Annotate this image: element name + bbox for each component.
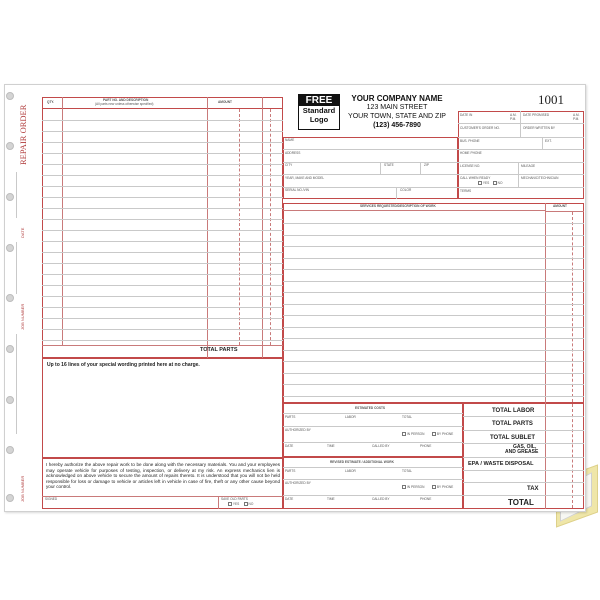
estimated-in-person bbox=[402, 432, 424, 436]
save-parts-no-checkbox[interactable] bbox=[244, 502, 248, 506]
totals-col-divider bbox=[545, 403, 546, 509]
service-row-line bbox=[283, 223, 584, 224]
customer-name-label: NAME bbox=[285, 138, 295, 142]
parts-header bbox=[42, 97, 283, 109]
customer-order-label: CUSTOMER'S ORDER NO. bbox=[460, 126, 500, 130]
totals-cents-divider bbox=[572, 404, 573, 508]
company-street: 123 MAIN STREET bbox=[366, 104, 428, 111]
estimated-called-by-label: CALLED BY bbox=[372, 444, 390, 448]
customer-zip-label: ZIP bbox=[424, 163, 429, 167]
order-row-line bbox=[458, 162, 584, 163]
revised-labor-label: LABOR bbox=[345, 469, 356, 473]
estimated-phone-label: PHONE bbox=[420, 444, 432, 448]
punch-hole bbox=[6, 92, 14, 100]
customer-row-line bbox=[283, 149, 458, 150]
revised-date-label: DATE bbox=[285, 497, 294, 501]
ext-label: EXT. bbox=[545, 139, 552, 143]
total-labor-label: TOTAL LABOR bbox=[492, 408, 535, 414]
order-written-label: ORDER WRITTEN BY bbox=[523, 126, 556, 130]
parts-col-qty: QTY. bbox=[47, 100, 55, 104]
revised-total-label: TOTAL bbox=[402, 469, 412, 473]
revised-authorized-label: AUTHORIZED BY bbox=[285, 481, 311, 485]
parts-row-line bbox=[42, 241, 283, 242]
mileage-label: MILEAGE bbox=[521, 164, 536, 168]
parts-row-line bbox=[42, 296, 283, 297]
customer-col-line bbox=[420, 162, 421, 174]
service-row-line bbox=[283, 350, 584, 351]
service-row-line bbox=[283, 327, 584, 328]
call-yes-checkbox[interactable] bbox=[478, 181, 482, 185]
parts-cents-divider bbox=[270, 109, 271, 345]
order-row-line bbox=[458, 149, 584, 150]
signed-label: SIGNED bbox=[45, 497, 58, 501]
special-wording-box bbox=[42, 358, 283, 458]
parts-row-line bbox=[42, 175, 283, 176]
parts-row-line bbox=[42, 142, 283, 143]
signed-box-divider bbox=[218, 496, 219, 509]
tax-label: TAX bbox=[527, 486, 539, 492]
company-phone: (123) 456-7890 bbox=[373, 122, 421, 129]
license-label: LICENSE NO. bbox=[460, 164, 481, 168]
totals-row-line bbox=[463, 495, 584, 496]
estimated-authorized-label: AUTHORIZED BY bbox=[285, 428, 311, 432]
estimated-in-person-label: IN PERSON bbox=[406, 432, 425, 436]
date-in-am: A.M. bbox=[510, 113, 517, 117]
side-divider bbox=[16, 242, 17, 294]
order-col-line bbox=[542, 137, 543, 149]
order-row-line bbox=[458, 187, 584, 188]
revised-row-line bbox=[283, 495, 463, 496]
order-col-line bbox=[520, 111, 521, 137]
estimated-parts-label: PARTS bbox=[285, 415, 296, 419]
estimated-time-label: TIME bbox=[327, 444, 335, 448]
totals-row-line bbox=[463, 470, 584, 471]
estimated-total-label: TOTAL bbox=[402, 415, 412, 419]
customer-address-label: ADDRESS bbox=[285, 151, 301, 155]
parts-row-line bbox=[42, 263, 283, 264]
parts-row-line bbox=[42, 252, 283, 253]
customer-city-label: CITY bbox=[285, 163, 293, 167]
estimated-row-line bbox=[283, 442, 463, 443]
service-row-line bbox=[283, 361, 584, 362]
save-parts-yes-label: YES bbox=[232, 502, 240, 506]
customer-vehicle-label: YEAR, MAKE AND MODEL bbox=[285, 176, 325, 180]
customer-col-line bbox=[396, 187, 397, 199]
estimated-row-line bbox=[283, 426, 463, 427]
revised-in-person-checkbox[interactable] bbox=[402, 485, 406, 489]
revised-header: REVISED ESTIMATE / ADDITIONAL WORK bbox=[330, 460, 394, 464]
punch-hole bbox=[6, 244, 14, 252]
customer-row-line bbox=[283, 187, 458, 188]
totals-row-line bbox=[463, 457, 584, 458]
punch-hole bbox=[6, 294, 14, 302]
customer-state-label: STATE bbox=[384, 163, 394, 167]
revised-in-person bbox=[402, 485, 424, 489]
service-row-line bbox=[283, 304, 584, 305]
totals-row-line bbox=[463, 430, 584, 431]
customer-serial-label: SERIAL NO./VIN bbox=[285, 188, 309, 192]
punch-hole bbox=[6, 345, 14, 353]
save-parts-label: SAVE OLD PARTS bbox=[221, 497, 248, 501]
punch-hole bbox=[6, 494, 14, 502]
revised-time-label: TIME bbox=[327, 497, 335, 501]
order-info-box bbox=[458, 111, 584, 199]
date-in-pm: P.M. bbox=[510, 117, 517, 121]
parts-total-label: TOTAL PARTS bbox=[200, 347, 238, 353]
parts-row-line bbox=[42, 153, 283, 154]
date-promised-label: DATE PROMISED bbox=[523, 113, 550, 117]
services-amount-label: AMOUNT bbox=[553, 204, 567, 208]
parts-row-line bbox=[42, 230, 283, 231]
parts-row-line bbox=[42, 208, 283, 209]
revised-phone-label: PHONE bbox=[420, 497, 432, 501]
parts-row-line bbox=[42, 131, 283, 132]
order-row-line bbox=[458, 123, 584, 124]
logo-word: Logo bbox=[309, 115, 329, 124]
date-promised-pm: P.M. bbox=[573, 117, 580, 121]
parts-row-line bbox=[42, 164, 283, 165]
epa-label: EPA / WASTE DISPOSAL bbox=[468, 461, 534, 467]
service-row-line bbox=[283, 281, 584, 282]
estimated-header: ESTIMATED COSTS bbox=[355, 406, 386, 410]
estimated-row-line bbox=[283, 413, 463, 414]
service-row-line bbox=[283, 315, 584, 316]
revised-by-phone-label: BY PHONE bbox=[436, 485, 454, 489]
total-sublet-label: TOTAL SUBLET bbox=[490, 435, 535, 441]
service-row-line bbox=[283, 373, 584, 374]
save-parts-options bbox=[228, 502, 253, 506]
service-row-line bbox=[283, 258, 584, 259]
service-row-line bbox=[283, 384, 584, 385]
parts-row-line bbox=[42, 120, 283, 121]
totals-box bbox=[463, 403, 584, 509]
side-divider bbox=[16, 334, 17, 434]
parts-col-description-sub: (All parts new unless otherwise specified) bbox=[95, 102, 154, 106]
parts-row-line bbox=[42, 285, 283, 286]
customer-color-label: COLOR bbox=[400, 188, 412, 192]
customer-info-box bbox=[283, 137, 458, 199]
call-no-checkbox[interactable] bbox=[493, 181, 497, 185]
parts-total-divider bbox=[42, 345, 283, 346]
bus-phone-label: BUS. PHONE bbox=[460, 139, 480, 143]
home-phone-label: HOME PHONE bbox=[460, 151, 482, 155]
total-parts-label: TOTAL PARTS bbox=[492, 421, 533, 427]
gas-oil-label: GAS, OIL, bbox=[513, 444, 537, 450]
totals-row-line bbox=[463, 416, 584, 417]
customer-col-line bbox=[380, 162, 381, 174]
company-block bbox=[342, 94, 452, 130]
parts-row-line bbox=[42, 186, 283, 187]
side-divider bbox=[16, 172, 17, 218]
parts-col-description: PART NO. AND DESCRIPTION bbox=[103, 98, 149, 102]
estimated-labor-label: LABOR bbox=[345, 415, 356, 419]
grease-label: AND GREASE bbox=[505, 449, 539, 455]
revised-by-phone-checkbox[interactable] bbox=[432, 485, 436, 489]
totals-row-line bbox=[463, 482, 584, 483]
customer-row-line bbox=[283, 162, 458, 163]
order-row-line bbox=[458, 174, 584, 175]
company-city: YOUR TOWN, STATE AND ZIP bbox=[348, 112, 446, 120]
parts-cents-divider bbox=[239, 109, 240, 345]
authorization-text: I hereby authorize the above repair work to be done along with the necessary materials. You and your employees may operate vehicle for purposes of testing, inspection, or delivery at my risk. An express mechanics lien is acknowledged on above vehicle to secure the amount of repairs thereto. It is understood that you will not be held responsible for loss or damage to vehicle or articles left in vehicle in case of fire, theft or any other cause beyond your control. bbox=[46, 462, 280, 490]
revised-parts-label: PARTS bbox=[285, 469, 296, 473]
service-row-line bbox=[283, 269, 584, 270]
estimated-by-phone-label: BY PHONE bbox=[436, 432, 454, 436]
customer-row-line bbox=[283, 174, 458, 175]
punch-hole bbox=[6, 396, 14, 404]
date-in-label: DATE IN bbox=[460, 113, 473, 117]
punch-hole bbox=[6, 193, 14, 201]
call-when-ready-options bbox=[478, 181, 502, 185]
punch-hole bbox=[6, 446, 14, 454]
save-parts-yes-checkbox[interactable] bbox=[228, 502, 232, 506]
service-row-line bbox=[283, 235, 584, 236]
call-when-ready-label: CALL WHEN READY bbox=[460, 176, 491, 180]
side-label-job-number: JOB NUMBER bbox=[20, 303, 25, 330]
terms-label: TERMS bbox=[460, 189, 472, 193]
call-no-label: NO bbox=[497, 181, 503, 185]
parts-row-line bbox=[42, 274, 283, 275]
parts-row-line bbox=[42, 197, 283, 198]
parts-row-line bbox=[42, 307, 283, 308]
special-wording: Up to 16 lines of your special wording printed here at no charge. bbox=[47, 362, 200, 368]
service-row-line bbox=[283, 396, 584, 397]
estimated-date-label: DATE bbox=[285, 444, 294, 448]
side-label-job-number-bottom: JOB NUMBER bbox=[20, 475, 25, 502]
punch-hole bbox=[6, 142, 14, 150]
parts-col-amount: AMOUNT bbox=[218, 100, 232, 104]
form-number: 1001 bbox=[538, 92, 564, 107]
service-row-line bbox=[283, 292, 584, 293]
order-col-line bbox=[518, 162, 519, 187]
side-label-repair-order: REPAIR ORDER bbox=[18, 104, 28, 165]
revised-row-line bbox=[283, 467, 463, 468]
estimated-by-phone-checkbox[interactable] bbox=[432, 432, 436, 436]
logo-standard: Standard bbox=[302, 106, 336, 115]
save-parts-no-label: NO bbox=[248, 502, 254, 506]
estimated-by-phone bbox=[432, 432, 453, 436]
parts-row-line bbox=[42, 329, 283, 330]
services-header-label: SERVICES REQUESTED/DESCRIPTION OF WORK bbox=[360, 204, 436, 208]
parts-row-line bbox=[42, 340, 283, 341]
company-name: YOUR COMPANY NAME bbox=[351, 94, 443, 103]
grand-total-label: TOTAL bbox=[508, 498, 534, 507]
revised-called-by-label: CALLED BY bbox=[372, 497, 390, 501]
parts-row-line bbox=[42, 219, 283, 220]
estimated-in-person-checkbox[interactable] bbox=[402, 432, 406, 436]
order-row-line bbox=[458, 137, 584, 138]
service-row-line bbox=[283, 338, 584, 339]
services-header-underline bbox=[545, 211, 584, 212]
logo bbox=[298, 94, 340, 130]
revised-row-line bbox=[283, 479, 463, 480]
logo-free: FREE bbox=[299, 95, 339, 106]
parts-row-line bbox=[42, 318, 283, 319]
revised-in-person-label: IN PERSON bbox=[406, 485, 425, 489]
call-yes-label: YES bbox=[482, 181, 490, 185]
mechanic-label: MECHANIC/TECHNICIAN bbox=[521, 176, 559, 180]
service-row-line bbox=[283, 246, 584, 247]
side-label-date: DATE bbox=[20, 227, 25, 238]
date-promised-am: A.M. bbox=[573, 113, 580, 117]
revised-by-phone bbox=[432, 485, 453, 489]
